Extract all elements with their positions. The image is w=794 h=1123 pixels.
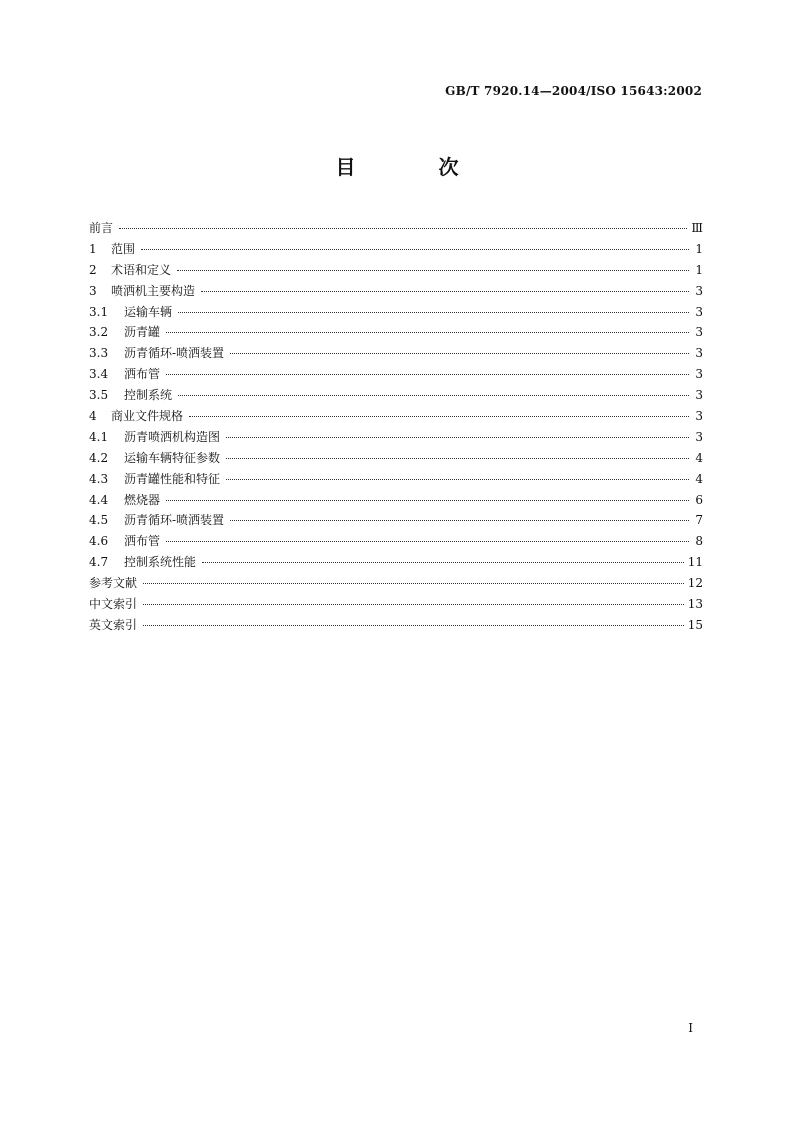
toc-entry[interactable] bbox=[89, 615, 703, 636]
standard-number: GB/T 7920.14—2004/ISO 15643:2002 bbox=[445, 84, 702, 98]
toc-entry-label: 英文索引 bbox=[89, 617, 138, 632]
dot-leader bbox=[143, 624, 684, 626]
toc-entry-page: 3 bbox=[695, 346, 703, 361]
dot-leader bbox=[141, 248, 689, 250]
dot-leader bbox=[143, 582, 684, 584]
toc-entry[interactable] bbox=[89, 552, 703, 573]
toc-entry[interactable] bbox=[89, 448, 703, 469]
toc-entry-label: 沥青循环-喷洒装置 bbox=[124, 346, 225, 361]
toc-entry-number: 4.6 bbox=[89, 534, 109, 549]
toc-entry-label: 喷洒机主要构造 bbox=[111, 283, 196, 298]
toc-entry-page: 1 bbox=[695, 262, 703, 277]
toc-entry-label: 控制系统性能 bbox=[124, 555, 197, 570]
toc-entry-number: 3.5 bbox=[89, 388, 109, 403]
toc-entry[interactable] bbox=[89, 573, 703, 594]
table-of-contents bbox=[89, 218, 703, 636]
dot-leader bbox=[177, 269, 689, 271]
toc-entry-number: 4 bbox=[89, 409, 97, 424]
dot-leader bbox=[178, 311, 689, 313]
toc-entry-page: 3 bbox=[695, 367, 703, 382]
toc-entry-page: 3 bbox=[695, 325, 703, 340]
dot-leader bbox=[226, 478, 689, 480]
toc-entry-page: 4 bbox=[695, 471, 703, 486]
toc-entry[interactable] bbox=[89, 385, 703, 406]
toc-entry-number: 3.2 bbox=[89, 325, 109, 340]
toc-entry[interactable] bbox=[89, 343, 703, 364]
toc-entry-page: 1 bbox=[695, 241, 703, 256]
toc-entry[interactable] bbox=[89, 427, 703, 448]
toc-entry-page: 7 bbox=[695, 513, 703, 528]
toc-entry-page: 4 bbox=[695, 450, 703, 465]
toc-entry-label: 运输车辆特征参数 bbox=[124, 450, 221, 465]
toc-entry-label: 参考文献 bbox=[89, 576, 138, 591]
toc-entry-number: 2 bbox=[89, 262, 97, 277]
dot-leader bbox=[230, 352, 689, 354]
toc-entry-number: 3.1 bbox=[89, 304, 109, 319]
dot-leader bbox=[143, 603, 684, 605]
toc-entry-label: 范围 bbox=[111, 241, 136, 256]
dot-leader bbox=[202, 561, 684, 563]
toc-entry-page: 3 bbox=[695, 283, 703, 298]
dot-leader bbox=[201, 290, 689, 292]
page-number: I bbox=[688, 1021, 693, 1035]
dot-leader bbox=[166, 499, 689, 501]
toc-entry-page: 3 bbox=[695, 304, 703, 319]
toc-entry-page: 11 bbox=[687, 555, 703, 570]
dot-leader bbox=[166, 373, 689, 375]
toc-entry-label: 燃烧器 bbox=[124, 492, 161, 507]
toc-entry[interactable] bbox=[89, 218, 703, 239]
toc-entry-label: 前言 bbox=[89, 221, 114, 235]
dot-leader bbox=[166, 540, 689, 542]
toc-entry-page: 15 bbox=[687, 617, 703, 632]
toc-entry-label: 控制系统 bbox=[124, 388, 173, 403]
toc-entry-number: 3 bbox=[89, 283, 97, 298]
toc-entry-label: 运输车辆 bbox=[124, 304, 173, 319]
toc-entry-page: 12 bbox=[687, 576, 703, 591]
toc-entry-number: 4.4 bbox=[89, 492, 109, 507]
toc-entry-number: 4.1 bbox=[89, 429, 109, 444]
toc-entry-label: 洒布管 bbox=[124, 534, 161, 549]
toc-entry[interactable] bbox=[89, 469, 703, 490]
toc-entry[interactable] bbox=[89, 531, 703, 552]
toc-entry-number: 3.4 bbox=[89, 367, 109, 382]
toc-entry[interactable] bbox=[89, 594, 703, 615]
toc-entry-number: 3.3 bbox=[89, 346, 109, 361]
dot-leader bbox=[119, 227, 687, 229]
toc-entry[interactable] bbox=[89, 510, 703, 531]
dot-leader bbox=[226, 457, 689, 459]
dot-leader bbox=[230, 519, 689, 521]
toc-entry-label: 沥青罐性能和特征 bbox=[124, 471, 221, 486]
toc-entry-page: 3 bbox=[695, 409, 703, 424]
toc-entry[interactable] bbox=[89, 364, 703, 385]
toc-entry-label: 中文索引 bbox=[89, 597, 138, 612]
toc-entry-number: 1 bbox=[89, 241, 97, 256]
toc-entry[interactable] bbox=[89, 239, 703, 260]
toc-entry-label: 商业文件规格 bbox=[111, 409, 184, 424]
page-title: 目 次 bbox=[335, 155, 497, 179]
toc-entry-label: 沥青循环-喷洒装置 bbox=[124, 513, 225, 528]
toc-entry-number: 4.7 bbox=[89, 555, 109, 570]
toc-entry[interactable] bbox=[89, 322, 703, 343]
dot-leader bbox=[226, 436, 689, 438]
toc-entry[interactable] bbox=[89, 260, 703, 281]
dot-leader bbox=[178, 394, 689, 396]
toc-entry-page: 13 bbox=[687, 597, 703, 612]
toc-entry[interactable] bbox=[89, 406, 703, 427]
toc-entry-page: 6 bbox=[695, 492, 703, 507]
toc-entry-label: 沥青罐 bbox=[124, 325, 161, 340]
toc-entry-number: 4.2 bbox=[89, 450, 109, 465]
toc-entry-page: 3 bbox=[695, 429, 703, 444]
toc-entry-page: 3 bbox=[695, 388, 703, 403]
toc-entry-label: 洒布管 bbox=[124, 367, 161, 382]
toc-entry-page: Ⅲ bbox=[691, 221, 703, 235]
toc-entry[interactable] bbox=[89, 302, 703, 323]
toc-entry-number: 4.3 bbox=[89, 471, 109, 486]
dot-leader bbox=[166, 331, 689, 333]
toc-entry[interactable] bbox=[89, 490, 703, 511]
dot-leader bbox=[189, 415, 689, 417]
toc-entry-number: 4.5 bbox=[89, 513, 109, 528]
toc-entry[interactable] bbox=[89, 281, 703, 302]
toc-entry-label: 沥青喷洒机构造图 bbox=[124, 429, 221, 444]
toc-entry-page: 8 bbox=[695, 534, 703, 549]
toc-entry-label: 术语和定义 bbox=[111, 262, 172, 277]
